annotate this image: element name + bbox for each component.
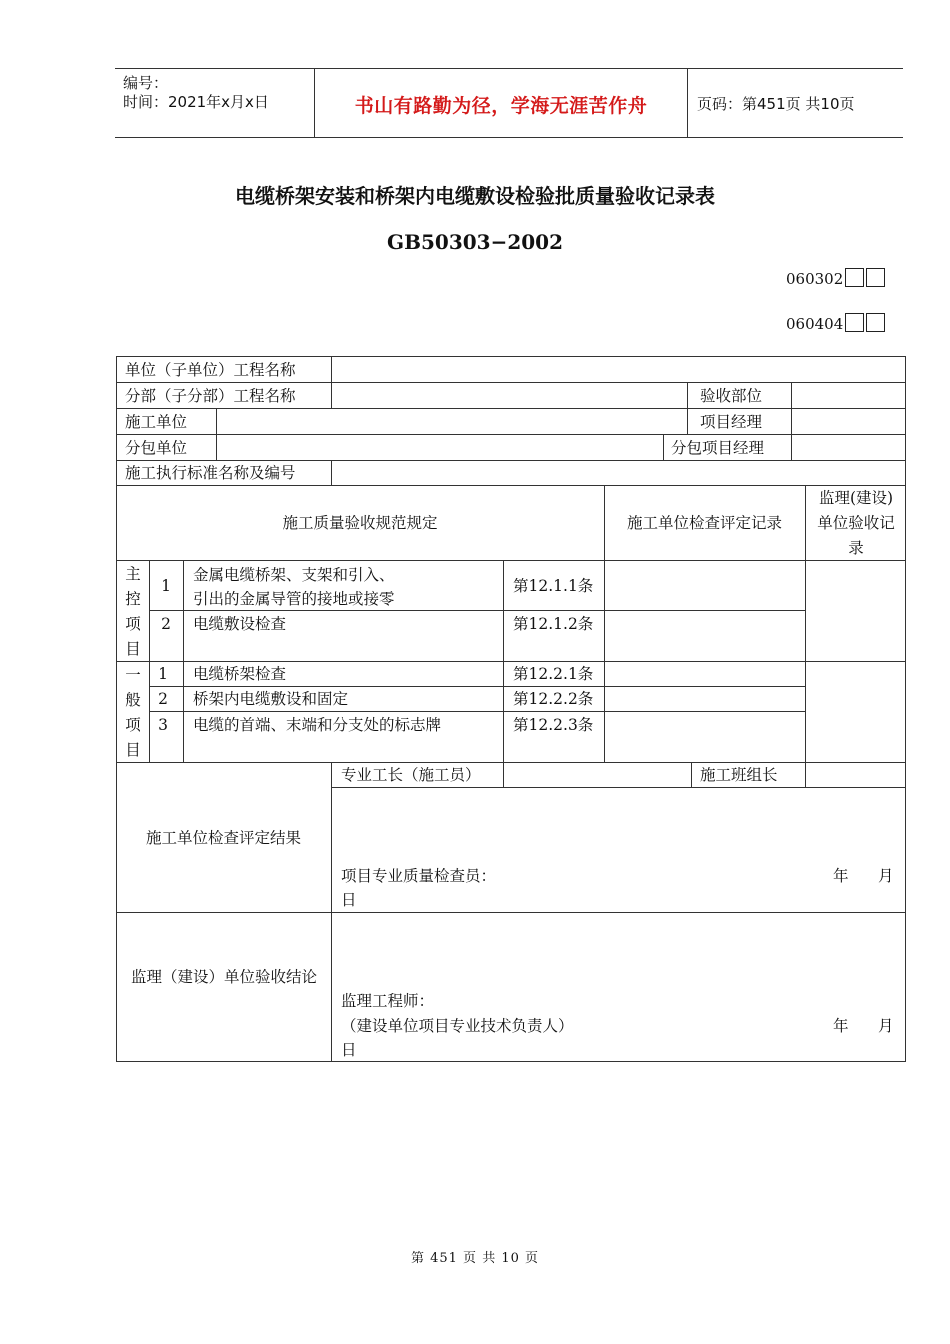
team-leader-label: 施工班组长 [700,766,778,784]
checkbox[interactable] [845,268,864,287]
form-code-2 [786,313,885,333]
day-label: 日 [341,891,357,909]
form-code-text: 060404 [786,315,844,333]
item-no: 2 [161,615,171,633]
page-info: 页码：第451页 共10页 [697,95,855,113]
document-title: 电缆桥架安装和桥架内电缆敷设检验批质量验收记录表 [235,184,715,208]
day-label: 日 [341,1041,357,1059]
construction-unit-label: 施工单位 [125,413,188,431]
month-label: 月 [878,1017,894,1035]
check-record-header: 施工单位检查评定记录 [626,514,782,532]
subcontract-unit-label: 分包单位 [125,439,188,457]
unit-project-label: 单位（子单位）工程名称 [125,361,296,379]
item-clause: 第12.2.1条 [513,665,594,683]
construction-result-label: 施工单位检查评定结果 [145,829,301,847]
month-label: 月 [878,867,894,885]
year-label: 年 [833,1017,849,1035]
item-no: 2 [158,690,168,708]
quality-inspector-label: 项目专业质量检查员： [341,867,497,885]
spec-header: 施工质量验收规范规定 [282,514,438,532]
foreman-label: 专业工长（施工员） [341,766,481,784]
general-group-label: 一般项目 [125,666,141,759]
division-project-label: 分部（子分部）工程名称 [125,387,296,405]
item-text: 引出的金属导管的接地或接零 [193,590,395,608]
item-clause: 第12.1.2条 [513,615,594,633]
page-footer: 第 451 页 共 10 页 [410,1251,540,1266]
page-header [115,68,903,138]
project-manager-label: 项目经理 [700,413,763,431]
checkbox[interactable] [866,313,885,332]
checkbox[interactable] [866,268,885,287]
owner-rep-label: （建设单位项目专业技术负责人） [341,1017,574,1035]
item-text: 桥架内电缆敷设和固定 [193,690,349,708]
supervision-header: 监理(建设)单位验收记录 [817,489,895,557]
item-text: 电缆桥架检查 [193,665,287,683]
item-no: 1 [158,665,168,683]
form-code-1 [786,268,885,288]
motto: 书山有路勤为径，学海无涯苦作舟 [354,95,648,117]
item-no: 1 [161,577,171,595]
supervisor-label: 监理工程师： [341,992,435,1010]
supervision-conclusion-label: 监理（建设）单位验收结论 [130,968,317,986]
item-text: 金属电缆桥架、支架和引入、 [193,566,395,584]
acceptance-part-label: 验收部位 [700,387,763,405]
standard-name-label: 施工执行标准名称及编号 [125,464,296,482]
standard-code: GB50303−2002 [387,230,563,254]
item-text: 电缆敷设检查 [193,615,287,633]
form-code-text: 060302 [786,270,844,288]
number-label: 编号： [123,74,169,92]
item-text: 电缆的首端、末端和分支处的标志牌 [193,716,442,734]
year-label: 年 [833,867,849,885]
header-divider [687,69,688,137]
main-control-group-label: 主控项目 [125,565,141,658]
sub-project-manager-label: 分包项目经理 [671,439,765,457]
item-clause: 第12.2.2条 [513,690,594,708]
item-clause: 第12.1.1条 [513,577,594,595]
item-clause: 第12.2.3条 [513,716,594,734]
item-no: 3 [158,716,168,734]
time-label: 时间：2021年x月x日 [123,93,269,111]
checkbox[interactable] [845,313,864,332]
